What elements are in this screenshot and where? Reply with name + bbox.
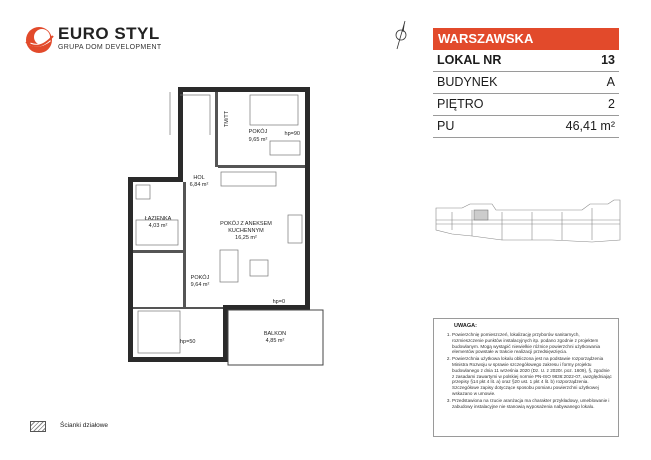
info-value: 2 — [608, 97, 615, 111]
info-row-area — [433, 116, 619, 138]
info-row-floor — [433, 94, 619, 116]
room-name: POKÓJ — [248, 129, 268, 135]
room-name: ŁAZIENKA — [144, 216, 172, 222]
room-area: 6,84 m² — [189, 182, 209, 188]
floor-plan — [120, 75, 350, 375]
note-item: 2. Powierzchnia użytkowa lokalu obliczona jest na podstawie rozporządzenia Ministra Rozwoju w sprawie szczegółowego zakresu i formy projektu budowlanego z dnia 11 września 2020 (Dz. U. z 2020r. poz. 1609), §, zgodnie z zasadami zawartymi w polskiej normie PN-ISO 9836:2022-07, uwzględniając przepisy §14 pkt 4 lit. a) oraz §20 ust. 1 pkt 4 lit. b) rozporządzenia. Szczegółowe zapisy dotyczące sposobu pomiaru powierzchni użytkowej wskazano w umowie. — [452, 356, 612, 397]
location-header: WARSZAWSKA — [433, 28, 619, 50]
notes-title: UWAGA: — [454, 323, 477, 329]
partition-wall-swatch — [30, 421, 46, 432]
partition-walls — [133, 92, 305, 309]
info-value: A — [606, 75, 615, 89]
room-name: POKÓJ — [190, 275, 210, 281]
brand-name: EURO STYL — [58, 24, 160, 43]
room-area: 9,64 m² — [190, 282, 210, 288]
north-arrow-icon — [389, 20, 413, 50]
info-row-unit — [433, 50, 619, 72]
info-value: 46,41 m² — [565, 119, 615, 133]
utility-label: TM/TT — [224, 110, 230, 128]
logo — [24, 20, 174, 60]
info-label: BUDYNEK — [437, 75, 498, 89]
room-area: 4,03 m² — [148, 223, 168, 229]
room-area: 16,25 m² — [235, 235, 257, 241]
legend-label: Ścianki działowe — [60, 422, 109, 429]
brand-tagline: GRUPA DOM DEVELOPMENT — [58, 44, 162, 51]
info-row-building — [433, 72, 619, 94]
window-height-note: hp=50 — [180, 339, 196, 345]
logo-mark-icon — [24, 22, 56, 58]
notes-list — [440, 332, 612, 409]
window-height-note: hp=0 — [272, 299, 285, 305]
info-label: LOKAL NR — [437, 53, 502, 67]
info-label: PIĘTRO — [437, 97, 484, 111]
room-area: 9,65 m² — [248, 137, 268, 143]
room-name-line1: POKÓJ Z ANEKSEM — [220, 221, 272, 227]
room-name: BALKON — [263, 331, 287, 337]
note-item: 3. Przedstawiona na rzucie aranżacja ma charakter przykładowy, umeblowanie i zabudowy instalacyjne nie stanowią wyposażenia nabywanego lokalu. — [452, 398, 612, 410]
notes-box — [433, 318, 619, 437]
info-value: 13 — [601, 53, 615, 67]
room-name-line2: KUCHENNYM — [228, 228, 264, 234]
window-height-note: hp=90 — [284, 131, 300, 137]
info-label: PU — [437, 119, 455, 133]
note-item: 1. Powierzchnię pomieszczeń, lokalizację przyborów sanitarnych, rozmieszczenie punktów instalacyjnych itp. podano zgodnie z projektem budowlanym. Mogą wystąpić niewielkie różnice powierzchni użytkowania elementów powstałe w trakcie realizacji przedsięwzięcia. — [452, 332, 612, 355]
legend — [30, 420, 150, 434]
building-location-minimap — [432, 190, 622, 252]
room-name: HOL — [193, 175, 205, 181]
unit-highlight — [474, 210, 488, 220]
room-area: 4,85 m² — [265, 338, 285, 344]
apartment-info-panel — [433, 28, 619, 138]
